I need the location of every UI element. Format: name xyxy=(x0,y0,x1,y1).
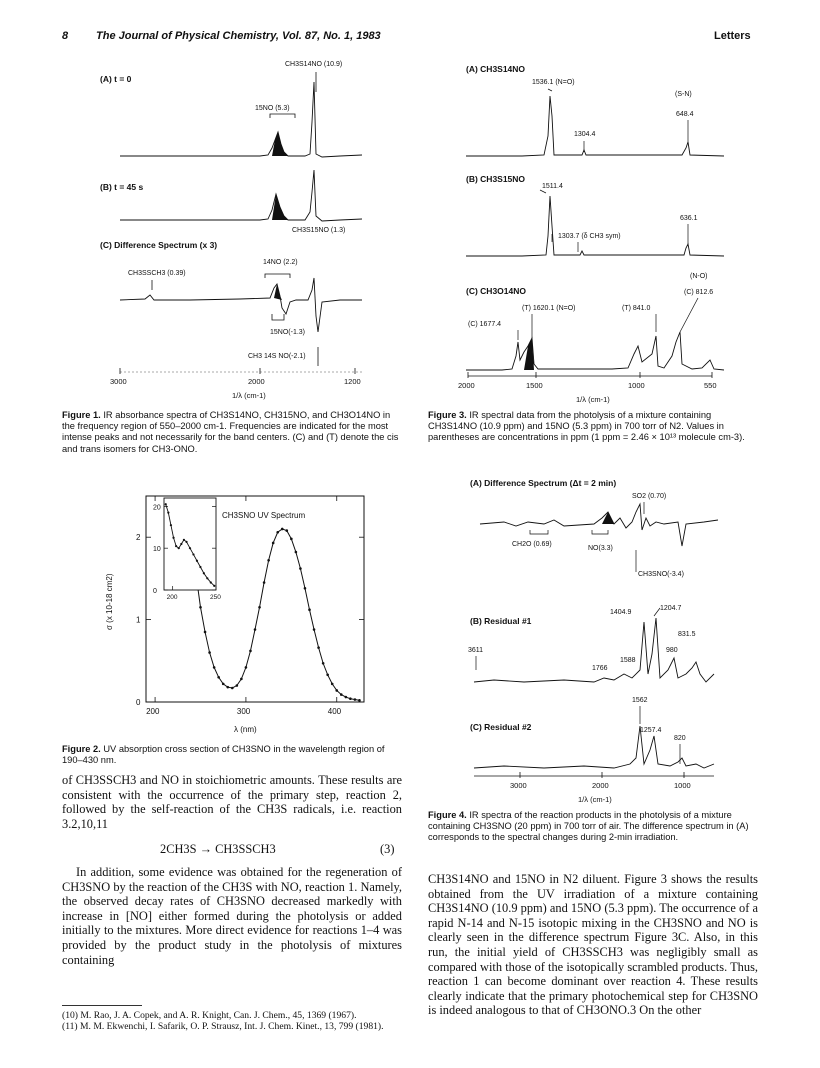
fig2-inset-ytick-0: 0 xyxy=(153,588,157,595)
fig1-label-ch3s14no-neg: CH3 14S NO(-2.1) xyxy=(248,353,306,360)
fig1-panel-c-label: (C) Difference Spectrum (x 3) xyxy=(100,240,218,250)
fig4-c-1257: 1257.4 xyxy=(640,727,662,734)
fig4-a-ch2o: CH2O (0.69) xyxy=(512,541,552,548)
fig3-xtick-1: 1500 xyxy=(526,381,543,390)
fig1-label-ch3s14no: CH3S14NO (10.9) xyxy=(285,61,343,68)
fig2-point-19 xyxy=(276,531,279,534)
fig2-inset-point-1 xyxy=(167,512,169,514)
fig2-inset-frame xyxy=(164,498,216,590)
right-paragraph-1: CH3S14NO and 15NO in N2 diluent. Figure 3 shows the results obtained from the UV irradiation of a mixture containing CH3S14NO (10.9 ppm) and 15NO (5.3 ppm). The occurrence of a rapid N-14 and N-15 isotopic mixing in the CH3SNO and NO is clearly seen in the difference spectrum Figure 3C. Also, in this run, the initial yield of CH3SSCH3 was negligibly small as compared with those of the isotopically scrambled products. Thus, reaction 1 can become dominant over reaction 4. These results clearly indicate that the primary photochemical step for CH3SNO is indeed analogous to that of CH3ONO.3 On the other xyxy=(428,872,758,1018)
fig2-inset-ytick-1: 10 xyxy=(153,546,161,554)
fig1-label-ch3s15no: CH3S15NO (1.3) xyxy=(292,227,346,234)
fig4-b-3611: 3611 xyxy=(468,647,484,654)
fig2-point-9 xyxy=(231,687,234,690)
left-paragraph-2: In addition, some evidence was obtained for the regeneration of CH3SNO by the reaction of the CH3S with NO, reaction 1. Namely, the observed decay rates of CH3SNO decreased markedly with increase in [NO] either formed during the photolysis or added initially to the mixtures. More direct evidence for reactions 1–4 was provided by the product study in the photolysis of mixtures containing xyxy=(62,865,402,967)
fig2-inset-point-14 xyxy=(206,577,208,579)
fig1-xlabel: 1/λ (cm-1) xyxy=(232,391,266,400)
fig4-trace-a xyxy=(480,504,718,546)
fig2-inset-point-5 xyxy=(178,547,180,549)
fig4-b-1766: 1766 xyxy=(592,665,608,672)
fig4-a-no: NO(3.3) xyxy=(588,545,613,552)
right-column-text xyxy=(428,872,758,1018)
fig4-b-1404: 1404.9 xyxy=(610,609,632,616)
fig3-xtick-3: 550 xyxy=(704,381,717,390)
fig2-xlabel: λ (nm) xyxy=(234,725,257,734)
fig4-c-1562: 1562 xyxy=(632,697,648,704)
fig2-point-32 xyxy=(335,689,338,692)
fig3-b-peak3: 636.1 xyxy=(680,215,698,222)
figure-2 xyxy=(86,490,386,740)
fig3-trace-b xyxy=(466,196,724,256)
figure-2-caption-label: Figure 2. xyxy=(62,744,101,754)
fig3-c-peak-c1677: (C) 1677.4 xyxy=(468,321,502,328)
equation-3-number: (3) xyxy=(380,842,395,856)
fig2-point-37 xyxy=(358,699,361,702)
left-column-text-2 xyxy=(62,865,402,967)
fig3-panel-a-label: (A) CH3S14NO xyxy=(466,64,526,74)
fig2-point-28 xyxy=(317,646,320,649)
reference-10: (10) M. Rao, J. A. Copek, and A. R. Knight, Can. J. Chem., 45, 1369 (1967). xyxy=(62,1010,357,1021)
journal-title: The Journal of Physical Chemistry, Vol. 87, No. 1, 1983 xyxy=(96,30,381,42)
figure-3-caption-label: Figure 3. xyxy=(428,410,467,420)
fig1-label-15no: 15NO (5.3) xyxy=(255,105,290,112)
references xyxy=(62,1010,402,1033)
fig2-point-14 xyxy=(254,628,257,631)
fig2-point-15 xyxy=(258,606,261,609)
fig1-xtick-0: 3000 xyxy=(110,377,127,386)
fig4-b-980: 980 xyxy=(666,647,678,654)
fig2-inset-point-16 xyxy=(213,585,215,587)
fig2-inset-point-0 xyxy=(165,503,167,505)
fig2-point-16 xyxy=(263,581,266,584)
fig2-point-25 xyxy=(304,587,307,590)
fig2-point-20 xyxy=(281,528,284,531)
fig2-point-18 xyxy=(272,542,275,545)
fig2-inset-point-4 xyxy=(175,545,177,547)
references-divider xyxy=(62,1005,142,1006)
figure-2-caption xyxy=(62,744,402,766)
figure-3-caption-text: IR spectral data from the photolysis of a mixture containing CH3S14NO (10.9 ppm) and 15NO (5.3 ppm) in 700 torr of N2. Values in parentheses are concentrations in ppm (1 ppm = 2.46 × 10¹³ molecule cm-3). xyxy=(428,410,745,443)
fig4-c-820: 820 xyxy=(674,735,686,742)
fig2-point-6 xyxy=(217,676,220,679)
figure-4 xyxy=(464,474,726,810)
fig2-inset-point-10 xyxy=(192,553,194,555)
fig3-c-peak-t841: (T) 841.0 xyxy=(622,305,651,312)
fig2-inset-xtick-0: 200 xyxy=(166,594,178,601)
fig2-inset-point-9 xyxy=(189,547,191,549)
fig1-trace-b xyxy=(120,170,362,221)
fig2-inset-point-3 xyxy=(172,537,174,539)
fig3-panel-c-label: (C) CH3O14NO xyxy=(466,286,526,296)
page-number: 8 xyxy=(62,30,69,42)
figure-1-caption-label: Figure 1. xyxy=(62,410,101,420)
fig2-point-4 xyxy=(208,651,211,654)
fig2-ylabel: σ (x 10-18 cm2) xyxy=(105,573,114,630)
left-paragraph-1: of CH3SSCH3 and NO in stoichiometric amounts. These results are consistent with the occurrence of the primary step, reaction 2, followed by the self-reaction of the CH3S radicals, i.e. reaction 3.2,10,11 xyxy=(62,773,402,831)
fig2-point-34 xyxy=(345,696,348,699)
fig2-inset-ytick-2: 20 xyxy=(153,504,161,512)
fig2-point-2 xyxy=(199,606,202,609)
fig3-panel-b-label: (B) CH3S15NO xyxy=(466,174,526,184)
figure-1-caption-text: IR absorbance spectra of CH3S14NO, CH315NO, and CH3O14NO in the frequency region of 550–2000 cm-1. Frequencies are indicated for the most intense peaks and not necessarily for the band centers. (C) and (T) denote the cis and trans isomers for CH3-ONO. xyxy=(62,410,399,454)
fig2-point-17 xyxy=(267,559,270,562)
figure-2-chart xyxy=(86,490,386,740)
fig2-point-7 xyxy=(222,683,225,686)
fig3-trace-a xyxy=(466,96,724,156)
fig4-panel-c-label: (C) Residual #2 xyxy=(470,722,532,732)
fig4-trace-c xyxy=(474,726,714,768)
fig2-point-11 xyxy=(240,678,243,681)
fig2-point-27 xyxy=(313,628,316,631)
fig2-point-5 xyxy=(213,666,216,669)
fig3-a-peak2: 1304.4 xyxy=(574,131,596,138)
fig3-c-peak-no: (N-O) xyxy=(690,273,708,280)
fig2-point-35 xyxy=(349,697,352,700)
fig3-a-peak3: 648.4 xyxy=(676,111,694,118)
fig2-point-30 xyxy=(326,674,329,677)
fig2-inset-point-11 xyxy=(196,560,198,562)
fig3-a-peak1: 1536.1 (N=O) xyxy=(532,79,575,86)
fig1-label-15no-neg: 15NO(-1.3) xyxy=(270,329,306,336)
figure-4-caption-label: Figure 4. xyxy=(428,810,467,820)
left-column-text xyxy=(62,773,402,831)
fig3-xtick-0: 2000 xyxy=(458,381,475,390)
equation-3-expression: 2CH3S → CH3SSCH3 xyxy=(160,842,276,856)
fig2-point-22 xyxy=(290,538,293,541)
fig1-xtick-1: 2000 xyxy=(248,377,265,386)
figure-3-caption xyxy=(428,410,758,444)
fig2-point-3 xyxy=(204,631,207,634)
fig2-inset-xtick-1: 250 xyxy=(210,594,221,601)
fig3-xlabel: 1/λ (cm-1) xyxy=(576,395,610,404)
fig2-point-31 xyxy=(331,683,334,686)
fig3-b-peak2: 1303.7 (δ CH3 sym) xyxy=(558,233,621,240)
fig4-xlabel: 1/λ (cm-1) xyxy=(578,795,612,804)
fig2-inset-point-7 xyxy=(183,539,185,541)
fig2-inset-point-2 xyxy=(170,524,172,526)
fig1-label-14no: 14NO (2.2) xyxy=(263,259,298,266)
fig2-point-36 xyxy=(354,698,357,701)
fig4-panel-b-label: (B) Residual #1 xyxy=(470,616,532,626)
fig2-series-line xyxy=(191,529,359,700)
fig3-b-peak1: 1511.4 xyxy=(542,183,563,190)
fig2-inset-point-12 xyxy=(199,566,201,568)
fig2-point-8 xyxy=(226,686,229,689)
fig3-trace-c xyxy=(466,332,724,370)
fig2-point-10 xyxy=(236,684,239,687)
fig2-point-21 xyxy=(285,529,288,532)
fig4-b-1204: 1204.7 xyxy=(660,605,682,612)
fig2-ytick-1: 1 xyxy=(136,615,141,625)
fig3-c-peak-c812: (C) 812.6 xyxy=(684,289,714,296)
fig2-point-12 xyxy=(245,666,248,669)
fig1-trace-c xyxy=(120,278,362,332)
fig2-point-29 xyxy=(322,662,325,665)
fig4-a-ch3sno: CH3SNO(-3.4) xyxy=(638,571,684,578)
fig2-inset-point-15 xyxy=(210,581,212,583)
fig2-point-13 xyxy=(249,650,252,653)
fig4-b-1588: 1588 xyxy=(620,657,636,664)
fig2-inset-point-13 xyxy=(203,572,205,574)
fig2-ytick-2: 2 xyxy=(136,533,141,543)
figure-3 xyxy=(458,56,728,406)
fig4-trace-b xyxy=(474,618,714,682)
fig2-xtick-2: 400 xyxy=(327,707,342,716)
reference-11: (11) M. M. Ekwenchi, I. Safarik, O. P. Strausz, Int. J. Chem. Kinet., 13, 799 (1981). xyxy=(62,1021,384,1033)
fig4-xtick-0: 3000 xyxy=(510,781,527,790)
fig4-xtick-2: 1000 xyxy=(674,781,691,790)
figure-1-caption xyxy=(62,410,402,455)
fig2-point-23 xyxy=(295,551,298,554)
fig1-xtick-2: 1200 xyxy=(344,377,361,386)
fig4-panel-a-label: (A) Difference Spectrum (Δt = 2 min) xyxy=(470,478,617,488)
fig3-xtick-2: 1000 xyxy=(628,381,645,390)
fig4-b-831: 831.5 xyxy=(678,631,696,638)
equation-3 xyxy=(160,842,276,857)
fig2-title: CH3SNO UV Spectrum xyxy=(222,511,306,520)
figure-2-caption-text: UV absorption cross section of CH3SNO in the wavelength region of 190–430 nm. xyxy=(62,744,385,766)
fig2-xtick-1: 300 xyxy=(236,707,251,716)
fig1-panel-b-label: (B) t = 45 s xyxy=(100,182,144,192)
section-label: Letters xyxy=(714,30,751,42)
fig2-point-26 xyxy=(308,608,311,611)
figure-4-caption-text: IR spectra of the reaction products in the photolysis of a mixture containing CH3SNO (20 ppm) in 700 torr of air. The difference spectrum in (A) corresponds to the spectral changes during 2-min irradiation. xyxy=(428,810,749,843)
figure-4-caption xyxy=(428,810,758,844)
figure-1 xyxy=(100,52,380,404)
fig3-a-peak3-top: (S-N) xyxy=(675,91,692,98)
fig2-xtick-0: 200 xyxy=(146,707,160,716)
fig3-c-peak-t1620: (T) 1620.1 (N=O) xyxy=(522,305,576,312)
fig2-point-33 xyxy=(340,693,343,696)
fig2-inset-point-6 xyxy=(180,543,182,545)
fig1-trace-a xyxy=(120,82,362,157)
fig2-ytick-0: 0 xyxy=(136,698,141,707)
fig4-xtick-1: 2000 xyxy=(592,781,609,790)
fig2-inset-point-8 xyxy=(185,541,187,543)
fig1-panel-a-label: (A) t = 0 xyxy=(100,74,132,84)
fig2-point-24 xyxy=(299,567,302,570)
fig4-a-so2: SO2 (0.70) xyxy=(632,493,667,500)
fig1-label-ch3ssch3: CH3SSCH3 (0.39) xyxy=(128,270,186,277)
